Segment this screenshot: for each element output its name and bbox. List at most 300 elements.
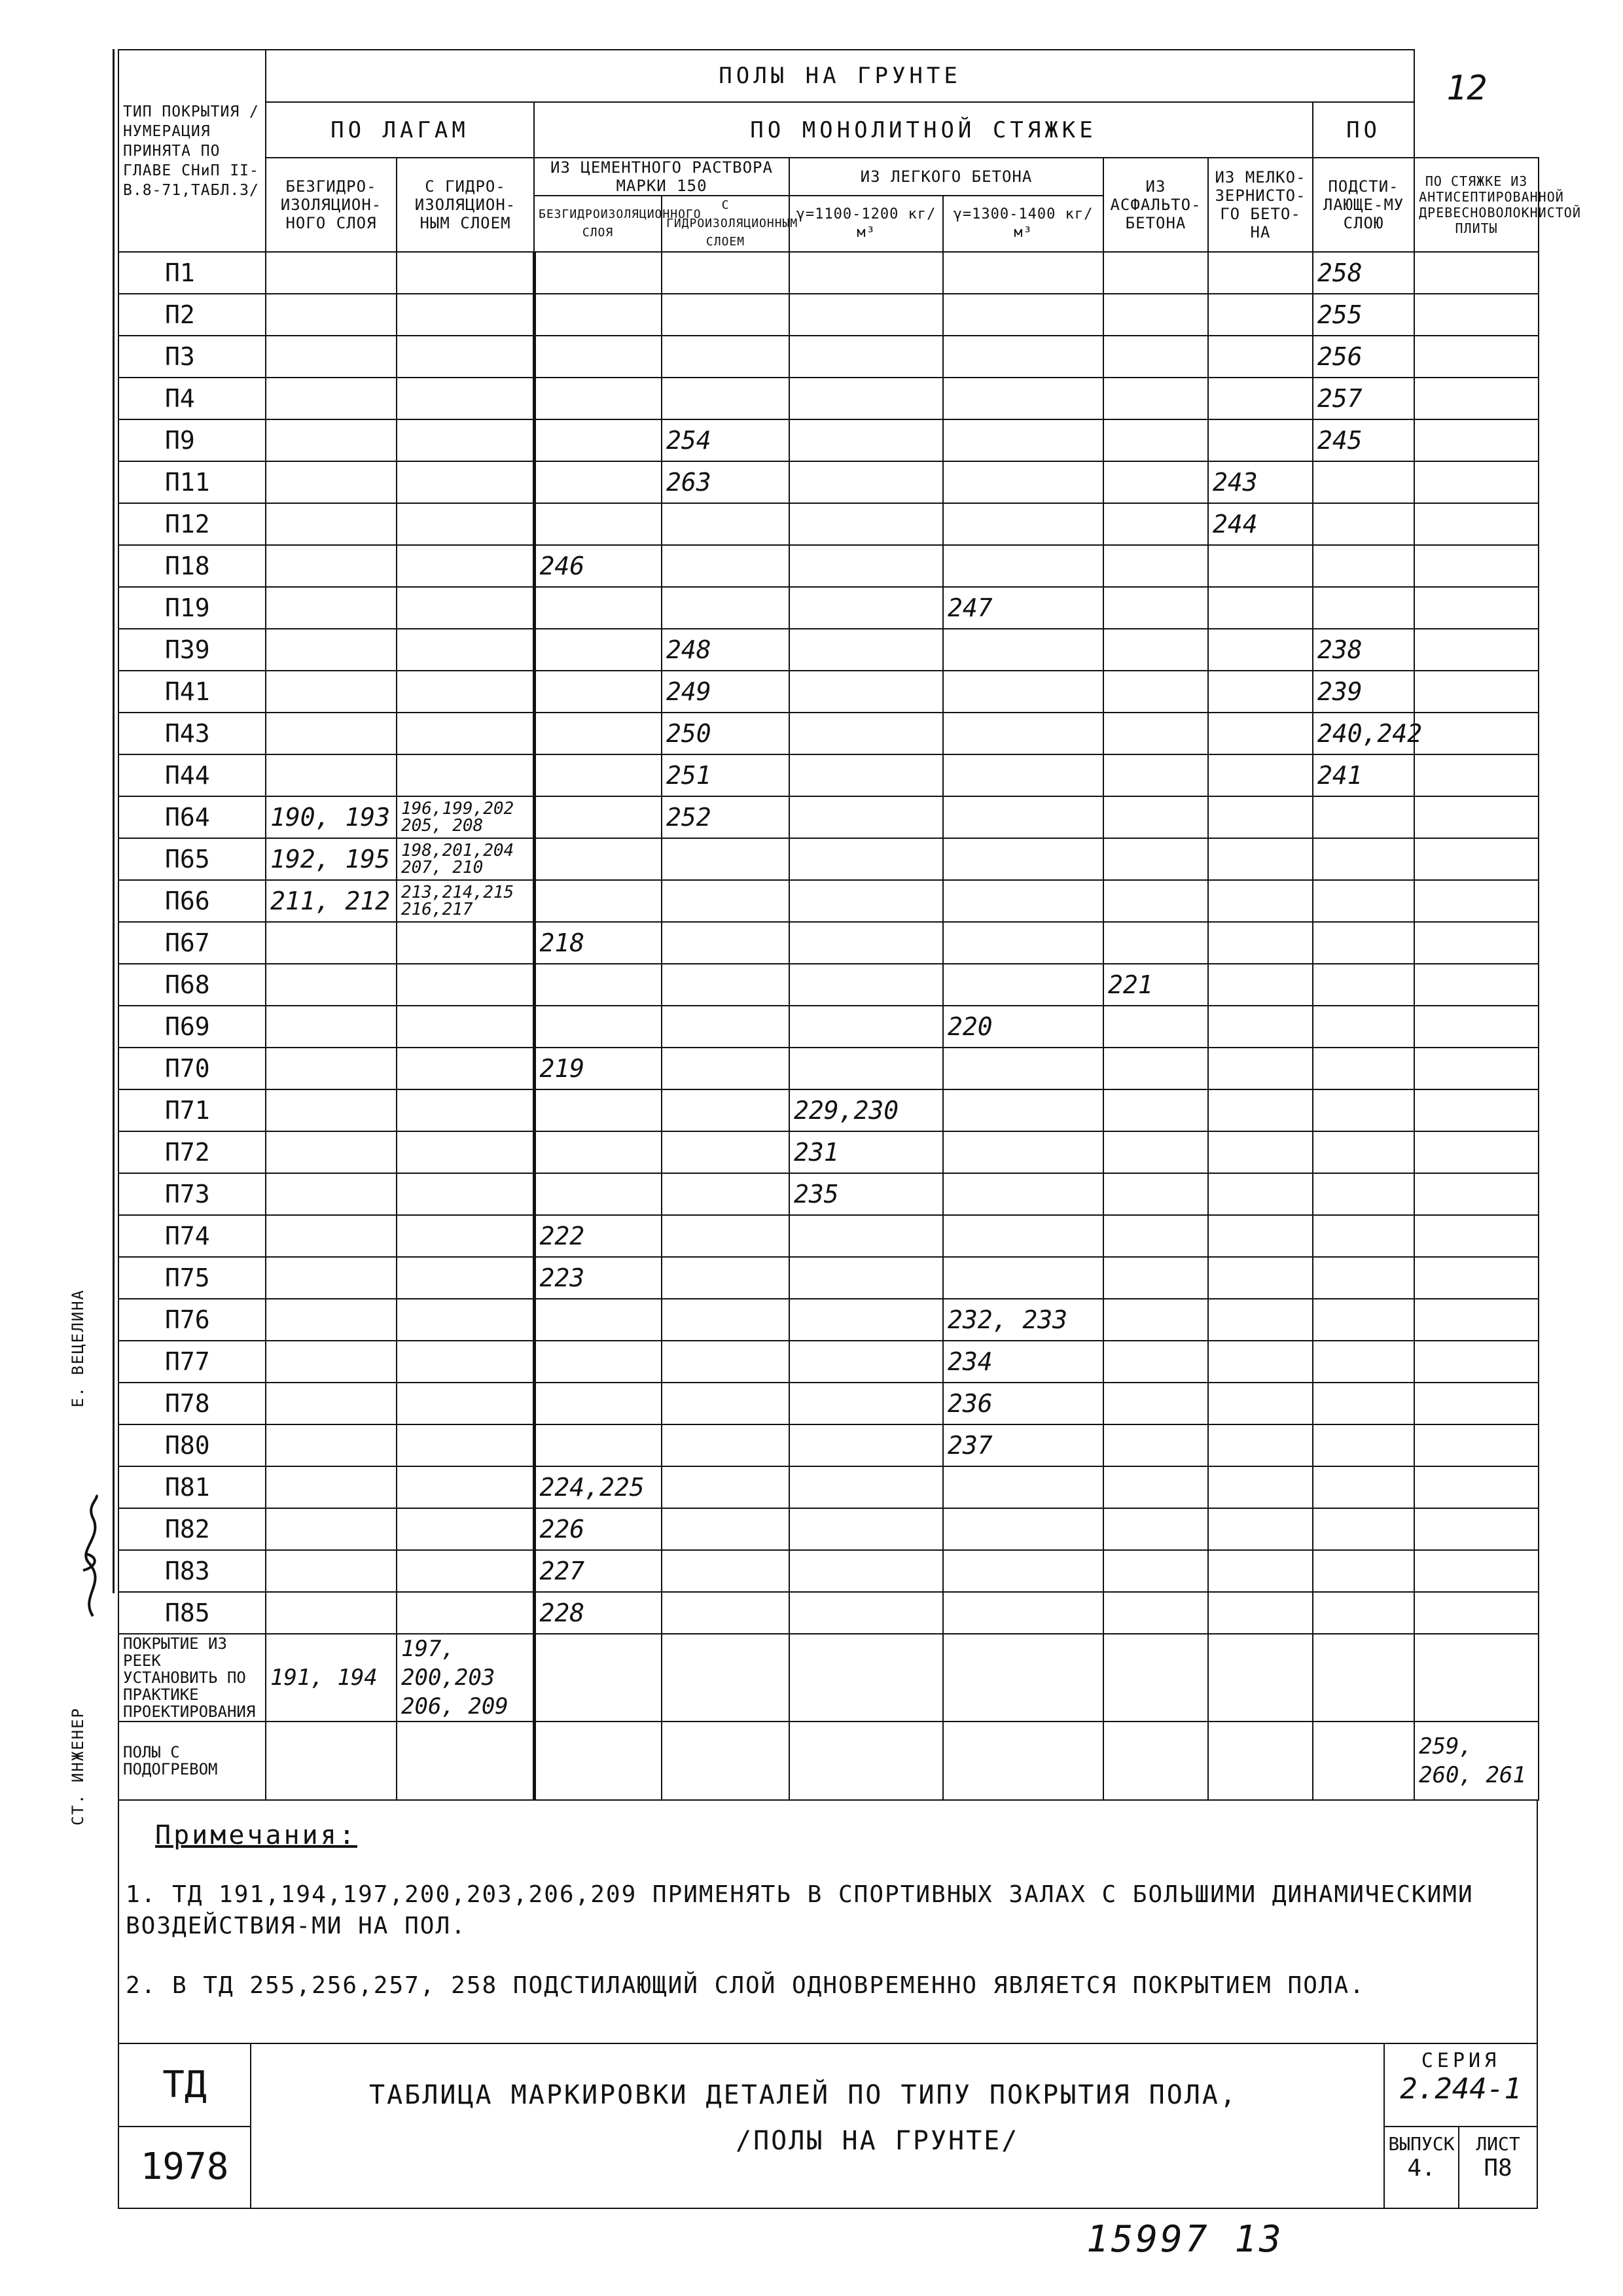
detail-cell [534, 796, 662, 838]
detail-cell [1208, 336, 1313, 378]
detail-cell [1313, 796, 1414, 838]
detail-cell [789, 503, 943, 545]
detail-cell [1313, 587, 1414, 629]
table-row [118, 336, 1539, 378]
table-row [118, 671, 1539, 713]
detail-cell: 239 [1313, 671, 1414, 713]
notes-block [118, 1801, 1538, 2044]
detail-cell [1414, 629, 1539, 671]
detail-cell [1103, 1592, 1208, 1634]
asphalt-header: ИЗ АСФАЛЬТО-БЕТОНА [1103, 158, 1208, 252]
detail-cell [662, 503, 789, 545]
detail-cell [662, 294, 789, 336]
table-row [118, 461, 1539, 503]
detail-cell [1414, 1424, 1539, 1466]
detail-cell [397, 713, 534, 754]
detail-cell [1208, 587, 1313, 629]
antiseptic-header: ПО СТЯЖКЕ ИЗ АНТИСЕПТИРОВАННОЙ ДРЕВЕСНОВОЛОКНИСТОЙ ПЛИТЫ [1414, 158, 1539, 252]
detail-cell [397, 1048, 534, 1089]
detail-cell [534, 1383, 662, 1424]
light-concrete-header: ИЗ ЛЕГКОГО БЕТОНА [789, 158, 1103, 196]
detail-cell [397, 1424, 534, 1466]
detail-cell [1313, 1173, 1414, 1215]
detail-cell [789, 1550, 943, 1592]
table-row [118, 1006, 1539, 1048]
table-row [118, 294, 1539, 336]
table-row [118, 1466, 1539, 1508]
detail-cell: 223 [534, 1257, 662, 1299]
detail-cell [943, 336, 1103, 378]
detail-cell [1208, 1508, 1313, 1550]
detail-cell [534, 1131, 662, 1173]
detail-cell: 213,214,215 216,217 [397, 880, 534, 922]
floor-type-code: П78 [118, 1383, 266, 1424]
year: 1978 [119, 2126, 251, 2208]
table-row [118, 1215, 1539, 1257]
detail-cell [1103, 1131, 1208, 1173]
floor-type-code: П3 [118, 336, 266, 378]
detail-cell [662, 1722, 789, 1800]
detail-cell [266, 1006, 397, 1048]
table-row [118, 1257, 1539, 1299]
detail-cell [534, 1089, 662, 1131]
detail-cell [1103, 1424, 1208, 1466]
title-line-1: ТАБЛИЦА МАРКИРОВКИ ДЕТАЛЕЙ ПО ТИПУ ПОКРЫТИЯ ПОЛА, [369, 2080, 1238, 2110]
detail-cell [1313, 503, 1414, 545]
detail-cell [943, 461, 1103, 503]
detail-cell [534, 1722, 662, 1800]
detail-cell: 259, 260, 261 [1414, 1722, 1539, 1800]
detail-cell [1208, 419, 1313, 461]
detail-cell [943, 1131, 1103, 1173]
cement-mortar-header: ИЗ ЦЕМЕНТНОГО РАСТВОРА МАРКИ 150 [534, 158, 789, 196]
detail-cell [1414, 1592, 1539, 1634]
detail-cell: 198,201,204 207, 210 [397, 838, 534, 880]
detail-cell [1414, 964, 1539, 1006]
table-row [118, 419, 1539, 461]
floor-type-code: П64 [118, 796, 266, 838]
fine-concrete-header: ИЗ МЕЛКО-ЗЕРНИСТО-ГО БЕТО-НА [1208, 158, 1313, 252]
special-row [118, 1634, 1539, 1722]
detail-cell [534, 1341, 662, 1383]
table-row [118, 838, 1539, 880]
density-2-header: γ=1300-1400 кг/м³ [943, 196, 1103, 252]
detail-cell [662, 1257, 789, 1299]
table-row [118, 378, 1539, 419]
detail-cell [1208, 1424, 1313, 1466]
detail-cell: 246 [534, 545, 662, 587]
floor-type-code: П43 [118, 713, 266, 754]
table-row [118, 1383, 1539, 1424]
detail-cell [789, 1634, 943, 1722]
detail-cell [1414, 1508, 1539, 1550]
detail-cell [1313, 922, 1414, 964]
detail-cell [662, 1550, 789, 1592]
detail-cell [397, 252, 534, 294]
detail-cell [1313, 1215, 1414, 1257]
detail-cell: 234 [943, 1341, 1103, 1383]
detail-cell [943, 545, 1103, 587]
special-row [118, 1722, 1539, 1800]
detail-cell [1103, 461, 1208, 503]
detail-cell [662, 1131, 789, 1173]
detail-cell [1414, 1383, 1539, 1424]
table-row [118, 713, 1539, 754]
detail-cell [397, 419, 534, 461]
detail-cell [662, 1173, 789, 1215]
detail-cell [943, 1722, 1103, 1800]
detail-cell [534, 629, 662, 671]
detail-cell [1414, 1466, 1539, 1508]
detail-cell [534, 419, 662, 461]
table-row [118, 796, 1539, 838]
detail-cell [534, 587, 662, 629]
detail-cell: 197, 200,203 206, 209 [397, 1634, 534, 1722]
detail-cell [266, 1383, 397, 1424]
detail-cell [662, 964, 789, 1006]
detail-cell [943, 1257, 1103, 1299]
detail-cell [1208, 880, 1313, 922]
detail-cell [266, 336, 397, 378]
detail-cell [943, 419, 1103, 461]
detail-cell [1414, 1048, 1539, 1089]
detail-cell [943, 838, 1103, 880]
detail-cell: 235 [789, 1173, 943, 1215]
detail-cell [534, 1634, 662, 1722]
detail-cell [534, 838, 662, 880]
detail-cell: 236 [943, 1383, 1103, 1424]
table-row [118, 252, 1539, 294]
detail-cell [943, 294, 1103, 336]
detail-cell: 192, 195 [266, 838, 397, 880]
detail-cell [1103, 1257, 1208, 1299]
detail-cell [789, 378, 943, 419]
detail-cell [534, 754, 662, 796]
detail-cell [662, 252, 789, 294]
detail-cell [943, 252, 1103, 294]
detail-cell: 240,242 [1313, 713, 1414, 754]
detail-cell [1414, 1173, 1539, 1215]
detail-cell [1103, 1466, 1208, 1508]
floor-type-code: П11 [118, 461, 266, 503]
detail-cell [789, 461, 943, 503]
detail-cell [943, 1048, 1103, 1089]
detail-cell [266, 1299, 397, 1341]
detail-cell [943, 1550, 1103, 1592]
detail-cell [1103, 1383, 1208, 1424]
detail-cell [1313, 1466, 1414, 1508]
detail-cell [266, 1257, 397, 1299]
detail-cell [789, 1722, 943, 1800]
detail-cell [397, 336, 534, 378]
detail-cell [1414, 671, 1539, 713]
detail-cell: 224,225 [534, 1466, 662, 1508]
detail-cell [1208, 294, 1313, 336]
detail-cell: 254 [662, 419, 789, 461]
detail-cell [1414, 1006, 1539, 1048]
table-row [118, 1131, 1539, 1173]
detail-cell [1313, 461, 1414, 503]
detail-cell [789, 1424, 943, 1466]
floor-type-code: П74 [118, 1215, 266, 1257]
detail-cell [397, 294, 534, 336]
detail-cell [534, 294, 662, 336]
detail-cell [1103, 754, 1208, 796]
detail-cell [1414, 503, 1539, 545]
detail-cell [943, 1508, 1103, 1550]
detail-cell [789, 336, 943, 378]
detail-cell [1208, 1550, 1313, 1592]
detail-cell [397, 1341, 534, 1383]
detail-cell [943, 922, 1103, 964]
detail-cell [943, 1173, 1103, 1215]
detail-cell [1103, 1048, 1208, 1089]
floor-type-code: П66 [118, 880, 266, 922]
detail-cell [266, 1048, 397, 1089]
detail-cell [266, 1466, 397, 1508]
detail-cell [943, 1634, 1103, 1722]
detail-cell [397, 1131, 534, 1173]
floor-type-code: П41 [118, 671, 266, 713]
detail-cell: 211, 212 [266, 880, 397, 922]
page-number-cell [1414, 50, 1539, 158]
td-label: ТД [119, 2044, 251, 2127]
detail-cell [1208, 545, 1313, 587]
detail-cell [662, 336, 789, 378]
detail-cell [1208, 378, 1313, 419]
detail-cell [1414, 294, 1539, 336]
detail-cell: 249 [662, 671, 789, 713]
detail-cell: 228 [534, 1592, 662, 1634]
detail-cell [789, 1466, 943, 1508]
table-row [118, 880, 1539, 922]
issue-value: 4. [1407, 2155, 1436, 2181]
detail-cell [1414, 378, 1539, 419]
detail-cell [266, 252, 397, 294]
joists-no-hydro-header: БЕЗГИДРО-ИЗОЛЯЦИОН-НОГО СЛОЯ [266, 158, 397, 252]
detail-cell [1103, 1508, 1208, 1550]
detail-cell [397, 587, 534, 629]
detail-cell [1414, 336, 1539, 378]
note-1: 1. ТД 191,194,197,200,203,206,209 ПРИМЕНЯТЬ В СПОРТИВНЫХ ЗАЛАХ С БОЛЬШИМИ ДИНАМИЧЕСКИМИ ВОЗДЕЙСТВИЯ-МИ НА ПОЛ. [126, 1881, 1474, 1939]
document-sheet [118, 49, 1581, 2209]
detail-cell [662, 378, 789, 419]
detail-cell [1208, 1299, 1313, 1341]
detail-cell: 257 [1313, 378, 1414, 419]
detail-cell [1103, 629, 1208, 671]
detail-cell [397, 964, 534, 1006]
floor-type-code: П67 [118, 922, 266, 964]
detail-cell [662, 1048, 789, 1089]
detail-cell [789, 1048, 943, 1089]
detail-cell [1208, 1466, 1313, 1508]
detail-cell: 263 [662, 461, 789, 503]
detail-cell [397, 629, 534, 671]
detail-cell [1313, 1341, 1414, 1383]
detail-cell: 237 [943, 1424, 1103, 1466]
detail-cell [789, 964, 943, 1006]
detail-cell [1313, 1131, 1414, 1173]
table-row [118, 629, 1539, 671]
floor-type-code: П65 [118, 838, 266, 880]
detail-cell [1103, 1299, 1208, 1341]
detail-cell [1414, 713, 1539, 754]
detail-cell [397, 1722, 534, 1800]
detail-cell [1103, 1173, 1208, 1215]
detail-cell [266, 378, 397, 419]
detail-cell [397, 378, 534, 419]
detail-cell [1103, 503, 1208, 545]
floor-type-code: П18 [118, 545, 266, 587]
detail-cell [789, 545, 943, 587]
detail-cell [1313, 1550, 1414, 1592]
detail-cell: 229,230 [789, 1089, 943, 1131]
detail-cell [397, 545, 534, 587]
table-row [118, 1424, 1539, 1466]
detail-cell [1208, 1006, 1313, 1048]
detail-cell [1103, 838, 1208, 880]
floor-type-code: П73 [118, 1173, 266, 1215]
floor-type-code: П39 [118, 629, 266, 671]
series-label: СЕРИЯ [1421, 2049, 1501, 2072]
page-number: 12 [1446, 69, 1488, 108]
detail-cell: 252 [662, 796, 789, 838]
detail-cell [266, 671, 397, 713]
detail-cell [534, 461, 662, 503]
detail-cell [397, 503, 534, 545]
detail-cell [789, 671, 943, 713]
detail-cell [1208, 629, 1313, 671]
detail-cell [1208, 1383, 1313, 1424]
detail-cell [266, 1424, 397, 1466]
detail-cell [1103, 1341, 1208, 1383]
detail-cell [943, 671, 1103, 713]
issue-label: ВЫПУСК [1388, 2133, 1455, 2155]
inventory-number: 15997 13 [1086, 2218, 1284, 2261]
detail-cell [789, 294, 943, 336]
detail-cell [397, 1299, 534, 1341]
detail-cell [943, 964, 1103, 1006]
detail-cell [1414, 1215, 1539, 1257]
floor-type-code: П80 [118, 1424, 266, 1466]
detail-cell [1313, 1634, 1414, 1722]
detail-cell [1208, 1634, 1313, 1722]
cement-hydro-header: С ГИДРОИЗОЛЯЦИОННЫМ СЛОЕМ [662, 196, 789, 252]
detail-cell [1313, 1592, 1414, 1634]
table-row [118, 503, 1539, 545]
detail-cell [534, 1299, 662, 1341]
detail-cell [1103, 252, 1208, 294]
detail-cell [1103, 545, 1208, 587]
detail-cell [662, 1466, 789, 1508]
detail-cell: 258 [1313, 252, 1414, 294]
table-row [118, 1341, 1539, 1383]
detail-cell [397, 1257, 534, 1299]
detail-cell [1414, 1299, 1539, 1341]
table-row [118, 545, 1539, 587]
detail-cell [789, 1383, 943, 1424]
detail-cell: 231 [789, 1131, 943, 1173]
notes-title: Примечания: [155, 1820, 357, 1850]
detail-cell [1313, 1299, 1414, 1341]
detail-cell [1103, 1722, 1208, 1800]
detail-cell: 190, 193 [266, 796, 397, 838]
detail-cell [943, 1089, 1103, 1131]
detail-cell [266, 461, 397, 503]
detail-cell [789, 922, 943, 964]
cement-no-hydro-header: БЕЗГИДРОИЗОЛЯЦИОННОГО СЛОЯ [534, 196, 662, 252]
detail-cell [662, 1341, 789, 1383]
detail-cell: 247 [943, 587, 1103, 629]
table-row [118, 1550, 1539, 1592]
detail-cell: 232, 233 [943, 1299, 1103, 1341]
detail-cell [534, 252, 662, 294]
left-frame-line [113, 49, 115, 1593]
detail-cell [1208, 1215, 1313, 1257]
detail-cell [266, 545, 397, 587]
floor-type-code: П81 [118, 1466, 266, 1508]
detail-cell [1414, 796, 1539, 838]
detail-cell: 241 [1313, 754, 1414, 796]
floor-type-code: П44 [118, 754, 266, 796]
detail-cell [1208, 964, 1313, 1006]
title-cell [251, 2044, 1385, 2208]
special-rows [118, 1634, 1539, 1800]
detail-cell [1208, 1131, 1313, 1173]
detail-cell [1208, 1341, 1313, 1383]
detail-cell [943, 1215, 1103, 1257]
issue-cell [1385, 2127, 1459, 2208]
detail-cell [789, 754, 943, 796]
floor-type-code: П85 [118, 1592, 266, 1634]
detail-cell [1313, 880, 1414, 922]
floor-type-code: П69 [118, 1006, 266, 1048]
detail-cell [1414, 252, 1539, 294]
detail-cell [1414, 922, 1539, 964]
detail-cell: 255 [1313, 294, 1414, 336]
side-name: Е. ВЕЦЕЛИНА [69, 1289, 87, 1407]
detail-cell [1103, 922, 1208, 964]
detail-cell [662, 1089, 789, 1131]
detail-cell [943, 1592, 1103, 1634]
detail-cell [943, 503, 1103, 545]
sheet-cell [1459, 2127, 1537, 2208]
floor-type-code: П12 [118, 503, 266, 545]
note-2: 2. В ТД 255,256,257, 258 ПОДСТИЛАЮЩИЙ СЛОЙ ОДНОВРЕМЕННО ЯВЛЯЕТСЯ ПОКРЫТИЕМ ПОЛА. [126, 1972, 1365, 1999]
detail-cell [1103, 587, 1208, 629]
detail-cell [1208, 1722, 1313, 1800]
detail-cell: 250 [662, 713, 789, 754]
detail-cell [943, 754, 1103, 796]
detail-cell [1414, 754, 1539, 796]
detail-cell [1313, 1508, 1414, 1550]
detail-cell [662, 1592, 789, 1634]
detail-cell [397, 1508, 534, 1550]
detail-cell: 222 [534, 1215, 662, 1257]
detail-cell [397, 1089, 534, 1131]
detail-cell [397, 1592, 534, 1634]
detail-cell [943, 713, 1103, 754]
detail-cell [266, 587, 397, 629]
detail-cell [397, 461, 534, 503]
detail-cell [662, 1508, 789, 1550]
detail-cell [1414, 838, 1539, 880]
detail-cell [1414, 880, 1539, 922]
detail-cell: 256 [1313, 336, 1414, 378]
detail-cell: 196,199,202 205, 208 [397, 796, 534, 838]
detail-cell [789, 1341, 943, 1383]
detail-cell [1208, 1173, 1313, 1215]
